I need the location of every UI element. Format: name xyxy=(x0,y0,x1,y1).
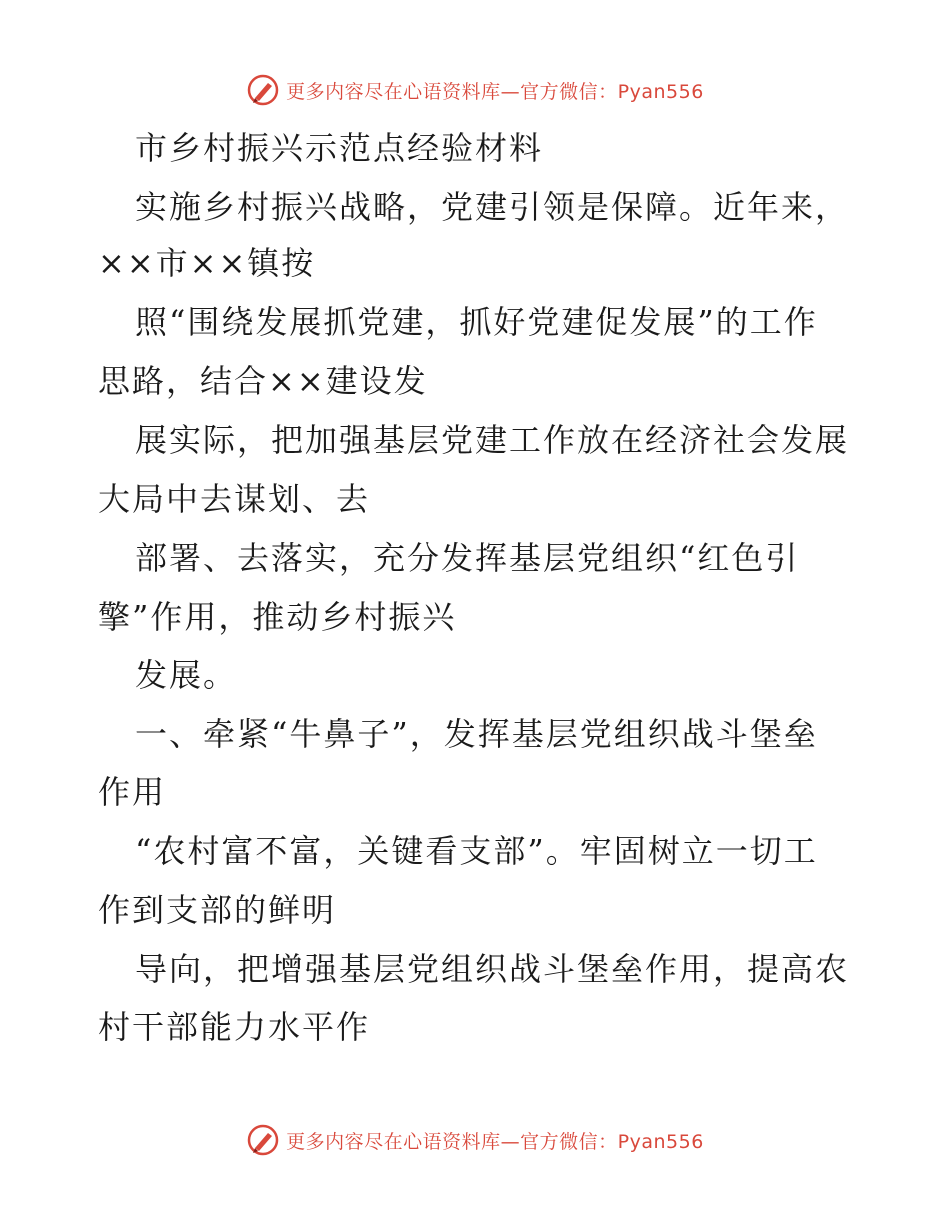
footer-watermark xyxy=(0,1120,950,1160)
paragraph-line: 实施乡村振兴战略，党建引领是保障。近年来， xyxy=(135,188,850,226)
paragraph-line: 部署、去落实，充分发挥基层党组织“红色引 xyxy=(135,539,800,577)
pen-logo-icon xyxy=(246,73,280,107)
paragraph-line: 大局中去谋划、去 xyxy=(98,480,371,518)
paragraph-line: ××市××镇按 xyxy=(98,244,316,282)
watermark-text: 更多内容尽在心语资料库—官方微信：Pyan556 xyxy=(286,1130,704,1153)
paragraph-line: 展实际，把加强基层党建工作放在经济社会发展 xyxy=(135,421,850,459)
pen-logo-icon xyxy=(246,1123,280,1157)
paragraph-line: 村干部能力水平作 xyxy=(98,1008,371,1046)
section-heading: 作用 xyxy=(98,773,167,811)
paragraph-line: 发展。 xyxy=(135,656,238,694)
paragraph-line: 作到支部的鲜明 xyxy=(98,891,337,929)
section-heading: 一、牵紧“牛鼻子”，发挥基层党组织战斗堡垒 xyxy=(135,715,818,753)
header-watermark xyxy=(0,70,950,110)
paragraph-line: 擎”作用，推动乡村振兴 xyxy=(98,598,457,636)
watermark-text: 更多内容尽在心语资料库—官方微信：Pyan556 xyxy=(286,80,704,103)
paragraph-line: 思路，结合××建设发 xyxy=(98,362,428,400)
paragraph-line: “农村富不富，关键看支部”。牢固树立一切工 xyxy=(135,832,818,870)
paragraph-line: 照“围绕发展抓党建，抓好党建促发展”的工作 xyxy=(135,303,818,341)
document-title: 市乡村振兴示范点经验材料 xyxy=(135,129,544,167)
paragraph-line: 导向，把增强基层党组织战斗堡垒作用，提高农 xyxy=(135,950,850,988)
